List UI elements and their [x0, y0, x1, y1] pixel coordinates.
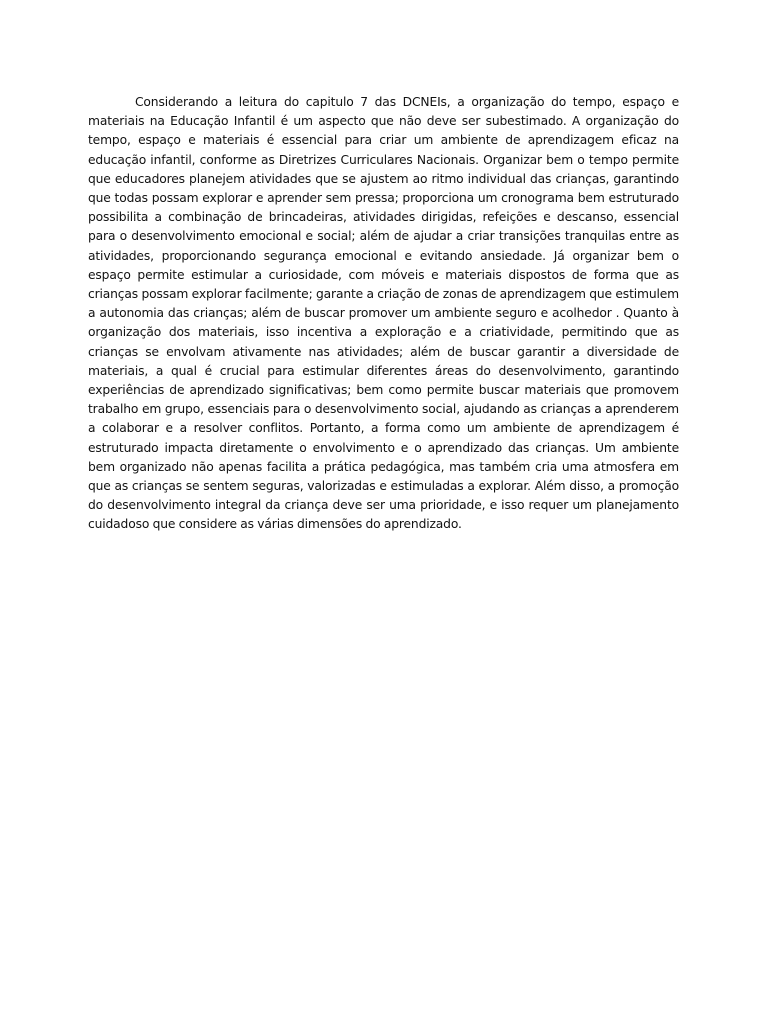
body-paragraph: Considerando a leitura do capitulo 7 das DCNEIs, a organização do tempo, espaço e materiais na Educação Infantil é um aspecto que não deve ser subestimado. A organização do tempo, espaço e materiais é essencial para criar um ambiente de aprendizagem eficaz na educação infantil, conforme as Diretrizes Curriculares Nacionais. Organizar bem o tempo permite que educadores planejem atividades que se ajustem ao ritmo individual das crianças, garantindo que todas possam explorar e aprender sem pressa; proporciona um cronograma bem estruturado possibilita a combinação de brincadeiras, atividades dirigidas, refeições e descanso, essencial para o desenvolvimento emocional e social; além de ajudar a criar transições tranquilas entre as atividades, proporcionando segurança emocional e evitando ansiedade. Já organizar bem o espaço permite estimular a curiosidade, com móveis e materiais dispostos de forma que as crianças possam explorar facilmente; garante a criação de zonas de aprendizagem que estimulem a autonomia das crianças; além de buscar promover um ambiente seguro e acolhedor . Quanto à organização dos materiais, isso incentiva a exploração e a criatividade, permitindo que as crianças se envolvam ativamente nas atividades; além de buscar garantir a diversidade de materiais, a qual é crucial para estimular diferentes áreas do desenvolvimento, garantindo experiências de aprendizado significativas; bem como permite buscar materiais que promovem trabalho em grupo, essenciais para o desenvolvimento social, ajudando as crianças a aprenderem a colaborar e a resolver conflitos. Portanto, a forma como um ambiente de aprendizagem é estruturado impacta diretamente o envolvimento e o aprendizado das crianças. Um ambiente bem organizado não apenas facilita a prática pedagógica, mas também cria uma atmosfera em que as crianças se sentem seguras, valorizadas e estimuladas a explorar. Além disso, a promoção do desenvolvimento integral da criança deve ser uma prioridade, e isso requer um planejamento cuidadoso que considere as várias dimensões do aprendizado.: [88, 95, 679, 532]
